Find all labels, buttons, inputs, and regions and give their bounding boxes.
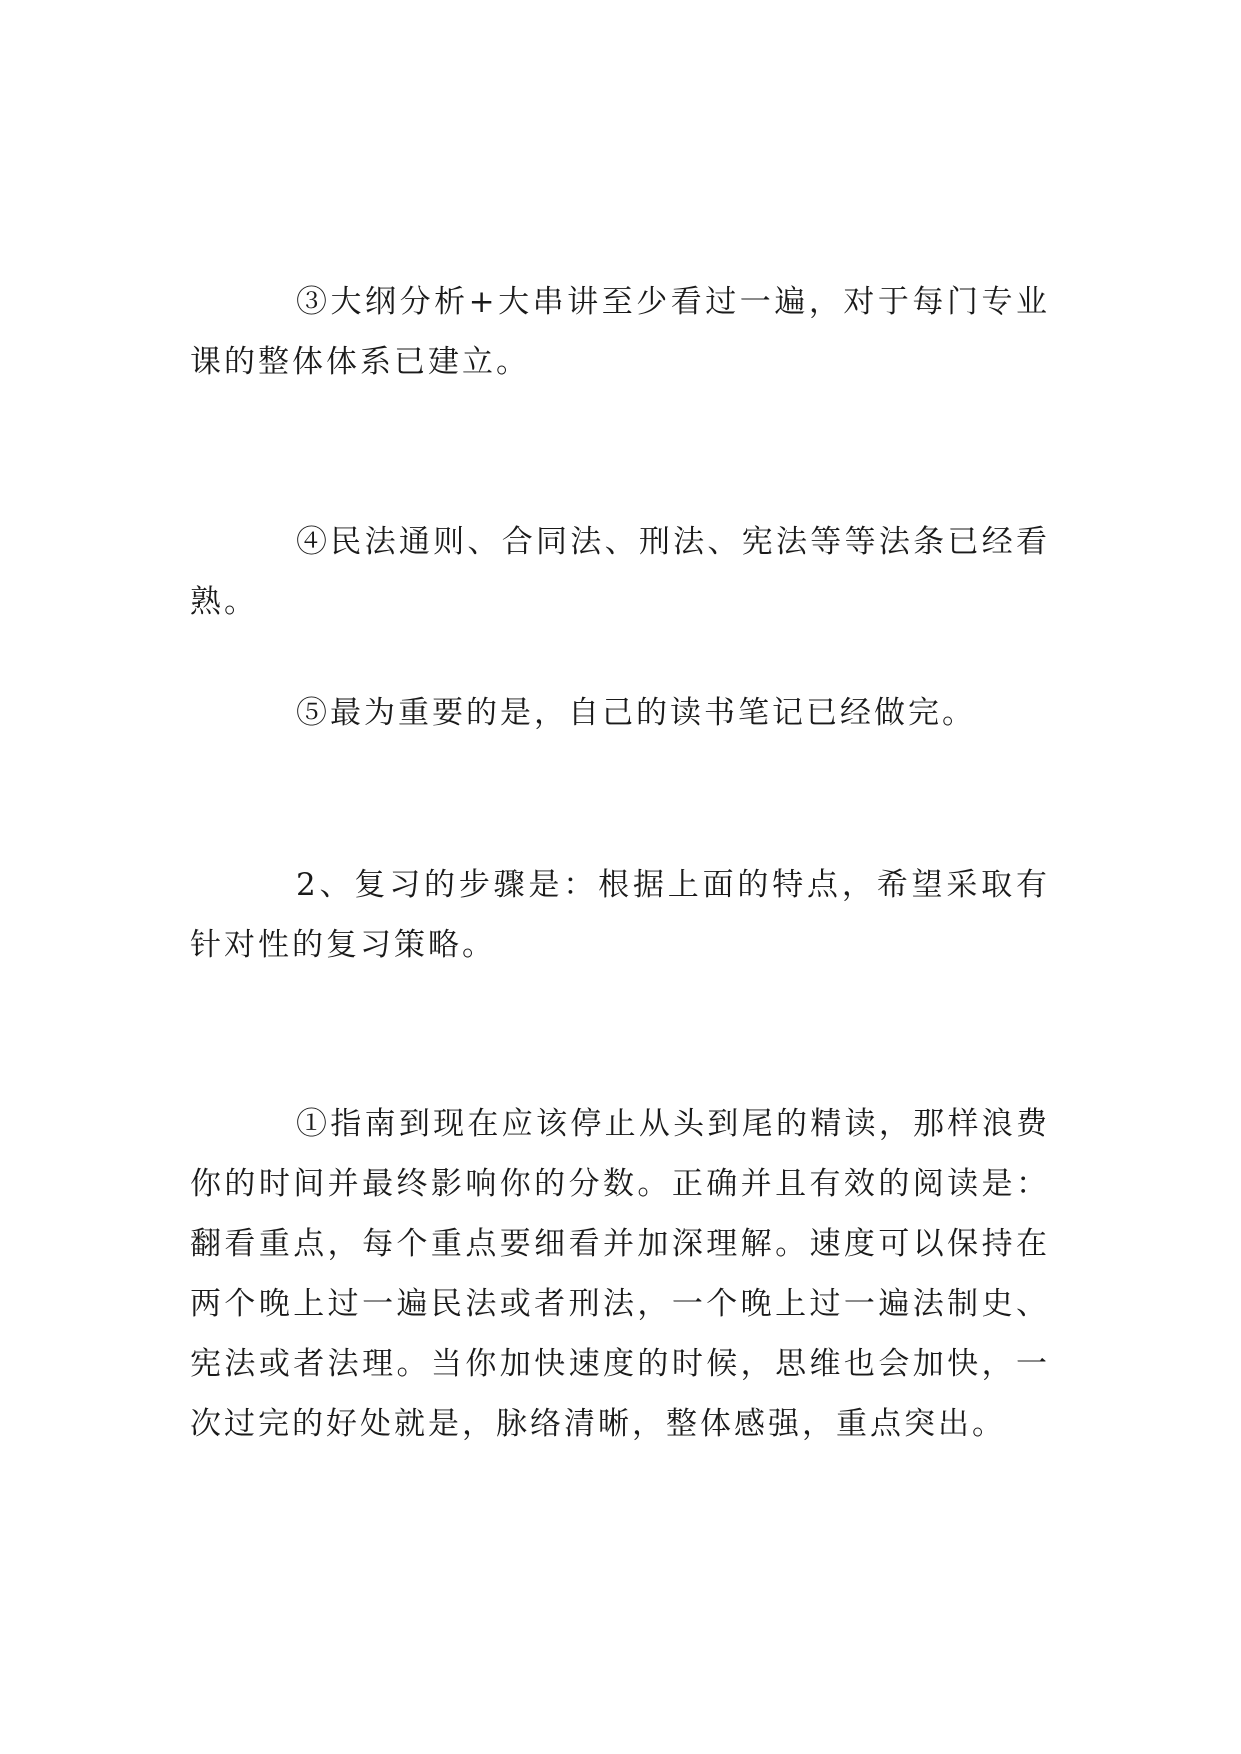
paragraph-statutes-familiar: ④民法通则、合同法、刑法、宪法等等法条已经看熟。 (190, 524, 1050, 620)
paragraph-reading-strategy: ①指南到现在应该停止从头到尾的精读，那样浪费你的时间并最终影响你的分数。正确并且有效的阅读是：翻看重点，每个重点要细看并加深理解。速度可以保持在两个晚上过一遍民法或者刑法，一个晚上过一遍法制史、宪法或者法理。当你加快速度的时候，思维也会加快，一次过完的好处就是，脉络清晰，整体感强，重点突出。 (190, 1106, 1050, 1442)
paragraph-review-steps: 2、复习的步骤是：根据上面的特点，希望采取有针对性的复习策略。 (190, 867, 1050, 963)
paragraph-reading-notes: ⑤最为重要的是，自己的读书笔记已经做完。 (296, 695, 976, 731)
paragraph-outline-review: ③大纲分析+大串讲至少看过一遍，对于每门专业课的整体体系已建立。 (190, 284, 1050, 380)
